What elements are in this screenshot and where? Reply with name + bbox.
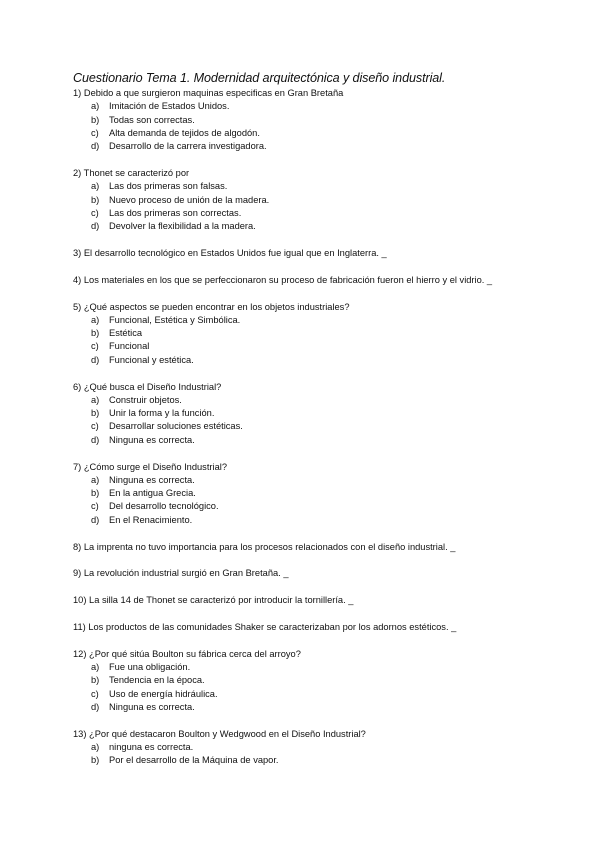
- answer-option: [73, 407, 583, 420]
- answer-option: [73, 327, 583, 340]
- question-text: 11) Los productos de las comunidades Shaker se caracterizaban por los adornos estéticos. _: [73, 621, 457, 632]
- option-text: Las dos primeras son correctas.: [109, 207, 242, 218]
- option-text: Del desarrollo tecnológico.: [109, 501, 219, 512]
- answer-option: [73, 194, 583, 207]
- answer-option: [73, 500, 583, 513]
- answer-option: [73, 127, 583, 140]
- question-text: 3) El desarrollo tecnológico en Estados Unidos fue igual que en Inglaterra. _: [73, 247, 387, 258]
- answer-option: [73, 207, 583, 220]
- question-item: [73, 301, 583, 367]
- answer-option: [73, 100, 583, 113]
- option-letter: b): [91, 328, 100, 339]
- option-list: [73, 661, 583, 714]
- answer-option: [73, 474, 583, 487]
- answer-option: [73, 314, 583, 327]
- answer-option: [73, 487, 583, 500]
- answer-option: [73, 114, 583, 127]
- option-text: Las dos primeras son falsas.: [109, 181, 228, 192]
- answer-option: [73, 434, 583, 447]
- answer-option: [73, 354, 583, 367]
- question-item: [73, 381, 583, 447]
- answer-option: [73, 674, 583, 687]
- question-text: 12) ¿Por qué sitúa Boulton su fábrica cerca del arroyo?: [73, 648, 301, 659]
- option-text: En la antigua Grecia.: [109, 488, 196, 499]
- option-letter: d): [91, 141, 100, 152]
- option-letter: c): [91, 341, 99, 352]
- option-list: [73, 180, 583, 233]
- option-list: [73, 741, 583, 768]
- option-letter: c): [91, 207, 99, 218]
- question-item: [73, 167, 583, 233]
- question-item: [73, 728, 583, 768]
- option-text: ninguna es correcta.: [109, 741, 194, 752]
- option-text: Devolver la flexibilidad a la madera.: [109, 221, 256, 232]
- question-item: [73, 87, 583, 153]
- option-text: Todas son correctas.: [109, 114, 195, 125]
- option-list: [73, 314, 583, 367]
- option-letter: a): [91, 314, 100, 325]
- answer-option: [73, 688, 583, 701]
- question-item: [73, 274, 583, 287]
- document-title: Cuestionario Tema 1. Modernidad arquitectónica y diseño industrial.: [73, 71, 446, 85]
- answer-option: [73, 420, 583, 433]
- option-list: [73, 100, 583, 153]
- answer-option: [73, 661, 583, 674]
- option-letter: c): [91, 421, 99, 432]
- option-text: Funcional: [109, 341, 150, 352]
- question-text: 13) ¿Por qué destacaron Boulton y Wedgwood en el Diseño Industrial?: [73, 728, 366, 739]
- answer-option: [73, 340, 583, 353]
- option-text: Uso de energía hidráulica.: [109, 688, 218, 699]
- answer-option: [73, 754, 583, 767]
- question-text: 1) Debido a que surgieron maquinas especificas en Gran Bretaña: [73, 88, 344, 98]
- option-text: Construir objetos.: [109, 394, 182, 405]
- question-item: [73, 461, 583, 527]
- answer-option: [73, 180, 583, 193]
- answer-option: [73, 220, 583, 233]
- option-letter: a): [91, 394, 100, 405]
- question-text: 8) La imprenta no tuvo importancia para los procesos relacionados con el diseño industrial. _: [73, 541, 456, 552]
- answer-option: [73, 741, 583, 754]
- option-letter: d): [91, 354, 100, 365]
- option-letter: d): [91, 221, 100, 232]
- option-text: Ninguna es correcta.: [109, 701, 195, 712]
- option-letter: a): [91, 181, 100, 192]
- option-letter: a): [91, 101, 100, 112]
- option-text: En el Renacimiento.: [109, 514, 193, 525]
- question-item: [73, 594, 583, 607]
- option-letter: a): [91, 741, 100, 752]
- option-text: Desarrollar soluciones estéticas.: [109, 421, 243, 432]
- option-letter: d): [91, 701, 100, 712]
- option-text: Ninguna es correcta.: [109, 434, 195, 445]
- question-text: 10) La silla 14 de Thonet se caracterizó por introducir la tornillería. _: [73, 595, 354, 606]
- option-text: Desarrollo de la carrera investigadora.: [109, 141, 267, 152]
- question-text: 6) ¿Qué busca el Diseño Industrial?: [73, 381, 222, 392]
- question-item: [73, 648, 583, 714]
- question-text: 9) La revolución industrial surgió en Gran Bretaña. _: [73, 568, 289, 579]
- option-text: Alta demanda de tejidos de algodón.: [109, 127, 260, 138]
- option-text: Fue una obligación.: [109, 662, 191, 672]
- answer-option: [73, 140, 583, 153]
- option-list: [73, 474, 583, 527]
- option-letter: b): [91, 194, 100, 205]
- option-letter: d): [91, 434, 100, 445]
- option-text: Por el desarrollo de la Máquina de vapor.: [109, 755, 279, 766]
- option-letter: c): [91, 501, 99, 512]
- option-text: Nuevo proceso de unión de la madera.: [109, 194, 270, 205]
- option-text: Funcional y estética.: [109, 354, 194, 365]
- question-text: 4) Los materiales en los que se perfeccionaron su proceso de fabricación fueron el hierro y el vidrio. _: [73, 274, 493, 285]
- option-text: Tendencia en la época.: [109, 675, 205, 686]
- option-letter: b): [91, 114, 100, 125]
- option-letter: c): [91, 688, 99, 699]
- question-item: [73, 247, 583, 260]
- question-item: [73, 621, 583, 634]
- question-text: 2) Thonet se caracterizó por: [73, 167, 190, 178]
- question-text: 5) ¿Qué aspectos se pueden encontrar en los objetos industriales?: [73, 301, 350, 312]
- question-list: [73, 87, 583, 781]
- option-letter: d): [91, 514, 100, 525]
- question-item: [73, 541, 583, 554]
- option-letter: b): [91, 488, 100, 499]
- option-text: Imitación de Estados Unidos.: [109, 101, 230, 112]
- option-letter: a): [91, 662, 100, 672]
- option-letter: b): [91, 408, 100, 419]
- question-text: 7) ¿Cómo surge el Diseño Industrial?: [73, 461, 227, 472]
- option-list: [73, 394, 583, 447]
- option-letter: c): [91, 127, 99, 138]
- option-text: Unir la forma y la función.: [109, 408, 215, 419]
- option-letter: b): [91, 675, 100, 686]
- answer-option: [73, 394, 583, 407]
- answer-option: [73, 701, 583, 714]
- option-text: Funcional, Estética y Simbólica.: [109, 314, 241, 325]
- option-text: Ninguna es correcta.: [109, 474, 195, 485]
- option-letter: a): [91, 474, 100, 485]
- option-letter: b): [91, 755, 100, 766]
- answer-option: [73, 514, 583, 527]
- option-text: Estética: [109, 328, 143, 339]
- question-item: [73, 567, 583, 580]
